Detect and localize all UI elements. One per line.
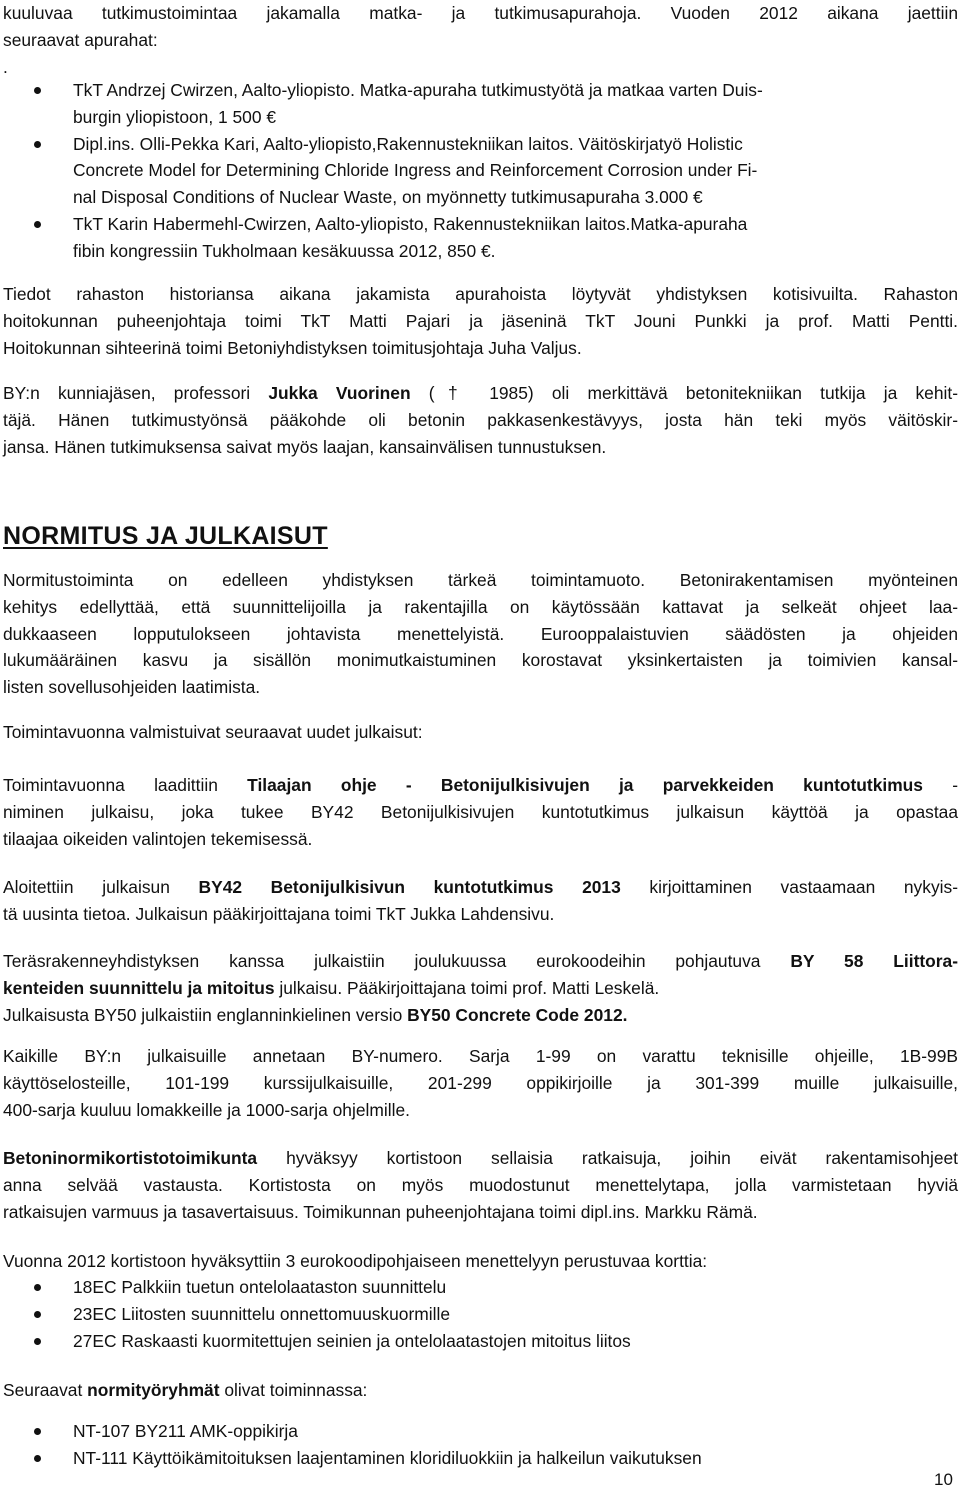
- text-segment: Teräsrakenneyhdistyksen kanssa julkaistiin joulukuussa eurokoodeihin pohjautuva: [3, 951, 791, 971]
- bold-title: Tilaajan ohje - Betonijulkisivujen ja parvekkeiden kuntotutkimus: [247, 775, 923, 795]
- text-line: [3, 772, 958, 799]
- vuorinen-paragraph: [3, 380, 958, 460]
- bullet-icon: [34, 1311, 41, 1318]
- list-item: [0, 77, 958, 131]
- bullet-icon: [34, 141, 41, 148]
- text-line: Tiedot rahaston historiansa aikana jakamista apurahoista löytyvät yhdistyksen kotisivuilta. Rahaston: [3, 284, 958, 304]
- bullet-icon: [34, 1284, 41, 1291]
- section-heading: NORMITUS JA JULKAISUT: [3, 522, 328, 550]
- page-number: 10: [934, 1470, 953, 1489]
- text-line: 27EC Raskaasti kuormitettujen seinien ja ontelolaatastojen mitoitus liitos: [73, 1330, 631, 1351]
- bold-title: BY 58 Liittora-: [790, 951, 959, 971]
- bullet-icon: [34, 87, 41, 94]
- text-segment: BY:n kunniajäsen, professori: [3, 383, 269, 403]
- bullet-icon: [34, 1455, 41, 1462]
- text-segment: olivat toiminnassa:: [219, 1380, 368, 1400]
- text-line: seuraavat apurahat:: [3, 29, 158, 50]
- bullet-icon: [34, 221, 41, 228]
- text-line: 400-sarja kuuluu lomakkeille ja 1000-sarja ohjelmille.: [3, 1099, 410, 1120]
- list-item: [0, 1274, 958, 1301]
- text-line: Dipl.ins. Olli-Pekka Kari, Aalto-yliopisto,Rakennustekniikan laitos. Väitöskirjatyö Holistic: [73, 133, 743, 154]
- text-line: täjä. Hänen tutkimustyönsä pääkohde oli betonin pakkasenkestävyys, josta hän teki myös väitöskir-: [3, 409, 958, 430]
- text-line: NT-107 BY211 AMK-oppikirja: [73, 1421, 298, 1441]
- numbering-paragraph: [3, 1043, 958, 1123]
- bold-title: BY50 Concrete Code 2012.: [407, 1004, 628, 1025]
- list-item: [0, 131, 958, 211]
- bullet-icon: [34, 1338, 41, 1345]
- list-item: [0, 1301, 958, 1328]
- bold-title: kenteiden suunnittelu ja mitoitus: [3, 977, 275, 998]
- list-item: [0, 1418, 958, 1445]
- grants-list: [0, 77, 958, 265]
- text-segment: kirjoittaminen vastaamaan nykyis-: [620, 877, 958, 897]
- list-item: [0, 1445, 958, 1472]
- kortisto-paragraph: [3, 1145, 958, 1225]
- text-line: anna selvää vastausta. Kortistosta on myös muodostunut menettelytapa, jolla varmistetaan hyviä: [3, 1174, 958, 1195]
- text-line: [3, 975, 958, 1002]
- bold-name: Jukka Vuorinen: [268, 383, 411, 403]
- text-segment: Julkaisusta BY50 julkaistiin englanninkielinen versio: [3, 1004, 408, 1025]
- text-line: [3, 1377, 958, 1404]
- text-line: listen sovellusohjeiden laatimista.: [3, 677, 261, 698]
- text-segment: Seuraavat: [3, 1380, 88, 1400]
- by42-paragraph: [3, 874, 958, 928]
- publications-intro: [3, 719, 958, 746]
- text-line: ratkaisujen varmuus ja tasavertaisuus. Toimikunnan puheenjohtajana toimi dipl.ins. Markku Rämä.: [3, 1201, 758, 1222]
- text-segment: Toimintavuonna laadittiin: [3, 775, 248, 795]
- text-line: dukkaaseen lopputulokseen johtavista menettelyistä. Eurooppalaistuvien säädösten ja ohjeiden: [3, 623, 958, 644]
- history-paragraph: [3, 281, 958, 361]
- text-line: Vuonna 2012 kortistoon hyväksyttiin 3 eurokoodipohjaiseen menettelyyn perustuvaa korttia:: [3, 1251, 708, 1271]
- text-line: burgin yliopistoon, 1 500 €: [73, 106, 277, 127]
- list-item: [0, 211, 958, 265]
- tilaajan-paragraph: [3, 772, 958, 852]
- bold-title: BY42 Betonijulkisivun kuntotutkimus 2013: [198, 877, 621, 897]
- text-line: 18EC Palkkiin tuetun ontelolaataston suunnittelu: [73, 1277, 447, 1297]
- list-item: [0, 1328, 958, 1355]
- text-line: lukumääräinen kasvu ja sisällön monimutkaistuminen korostavat yksinkertaisten ja toimivien kansal-: [3, 650, 958, 671]
- bullet-icon: [34, 1428, 41, 1435]
- text-line: Toimintavuonna valmistuivat seuraavat uudet julkaisut:: [3, 722, 423, 742]
- text-line: Concrete Model for Determining Chloride Ingress and Reinforcement Corrosion under Fi-: [73, 160, 758, 181]
- text-segment: julkaisu. Pääkirjoittajana toimi prof. Matti Leskelä.: [274, 977, 660, 998]
- text-line: [3, 1002, 958, 1029]
- text-line: [3, 380, 958, 407]
- text-line: jansa. Hänen tutkimuksensa saivat myös laajan, kansainvälisen tunnustuksen.: [3, 436, 607, 457]
- text-line: fibin kongressiin Tukholmaan kesäkuussa 2012, 850 €.: [73, 240, 496, 261]
- cards-intro: [3, 1248, 958, 1275]
- by58-paragraph: [3, 948, 958, 1028]
- text-line: [3, 948, 958, 975]
- intro-paragraph: [3, 0, 958, 80]
- text-line: 23EC Liitosten suunnittelu onnettomuuskuormille: [73, 1303, 451, 1324]
- cards-list: [0, 1274, 958, 1354]
- text-segment: († 1985) oli merkittävä betonitekniikan tutkija ja kehit-: [410, 383, 959, 403]
- text-line: Kaikille BY:n julkaisuille annetaan BY-numero. Sarja 1-99 on varattu teknisille ohjeille, 1B-99B: [3, 1046, 958, 1066]
- text-line: Hoitokunnan sihteerinä toimi Betoniyhdistyksen toimitusjohtaja Juha Valjus.: [3, 337, 582, 358]
- text-line: tä uusinta tietoa. Julkaisun pääkirjoittajana toimi TkT Jukka Lahdensivu.: [3, 903, 555, 924]
- text-line: hoitokunnan puheenjohtaja toimi TkT Matti Pajari ja jäseninä TkT Jouni Punkki ja prof. Matti Pentti.: [3, 310, 958, 331]
- text-line: [3, 874, 958, 901]
- groups-list: [0, 1418, 958, 1472]
- text-line: tilaajaa oikeiden valintojen tekemisessä.: [3, 828, 313, 849]
- text-line: NT-111 Käyttöikämitoituksen laajentaminen kloridiluokkiin ja halkeilun vaikutuksen: [73, 1447, 702, 1468]
- text-line: niminen julkaisu, joka tukee BY42 Betonijulkisivujen kuntotutkimus julkaisun käyttöä ja opastaa: [3, 801, 958, 822]
- text-line: käyttöselosteille, 101-199 kurssijulkaisuille, 201-299 oppikirjoille ja 301-399 muille julkaisuille,: [3, 1072, 958, 1093]
- text-line: [3, 1145, 958, 1172]
- text-line: .: [3, 56, 8, 77]
- text-line: nal Disposal Conditions of Nuclear Waste, on myönnetty tutkimusapuraha 3.000 €: [73, 187, 703, 208]
- text-line: TkT Karin Habermehl-Cwirzen, Aalto-yliopisto, Rakennustekniikan laitos.Matka-apuraha: [73, 213, 748, 234]
- text-line: kehitys edellyttää, että suunnittelijoilla ja rakentajilla on käytössään kattavat ja selkeät ohjeet laa-: [3, 596, 958, 617]
- groups-intro: [3, 1377, 958, 1404]
- bold-term: normityöryhmät: [87, 1380, 220, 1400]
- text-line: kuuluvaa tutkimustoimintaa jakamalla matka- ja tutkimusapurahoja. Vuoden 2012 aikana jaettiin: [3, 3, 958, 23]
- text-segment: Aloitettiin julkaisun: [3, 877, 199, 897]
- text-line: Normitustoiminta on edelleen yhdistyksen tärkeä toimintamuoto. Betonirakentamisen myönteinen: [3, 570, 958, 590]
- text-segment: hyväksyy kortistoon sellaisia ratkaisuja, joihin eivät rakentamisohjeet: [257, 1148, 958, 1168]
- text-segment: -: [922, 775, 959, 795]
- bold-title: Betoninormikortistotoimikunta: [3, 1148, 258, 1168]
- normitus-paragraph: [3, 567, 958, 701]
- text-line: TkT Andrzej Cwirzen, Aalto-yliopisto. Matka-apuraha tutkimustyötä ja matkaa varten Duis-: [73, 80, 763, 100]
